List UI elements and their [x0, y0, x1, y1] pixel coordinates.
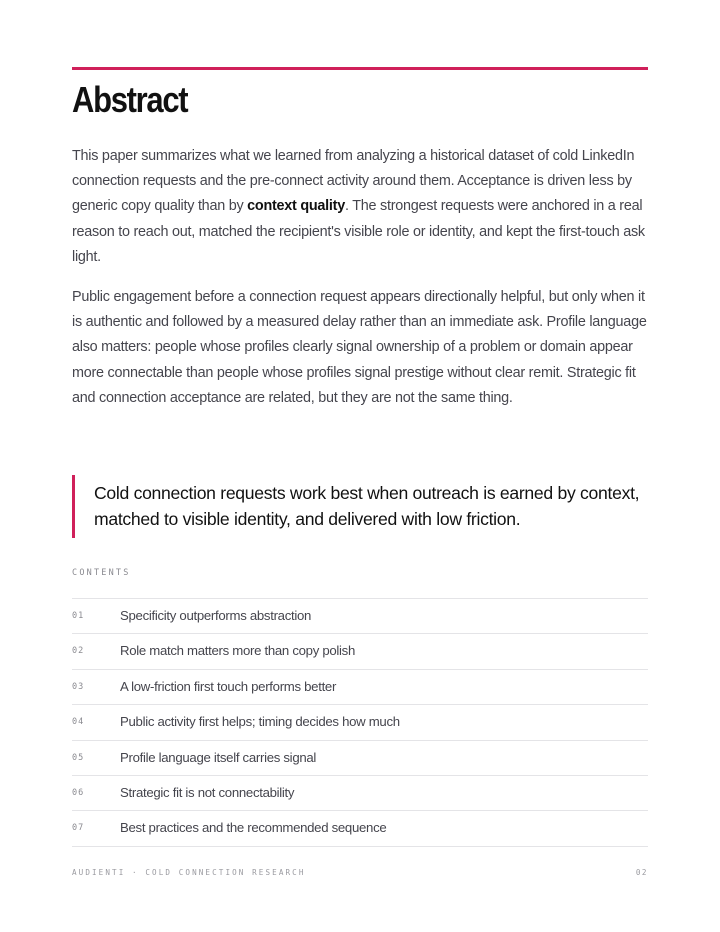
toc-item-title: Profile language itself carries signal [120, 749, 317, 765]
toc-item[interactable] [72, 705, 648, 740]
paragraph-1-text-start: This paper summarizes what we learned from analyzing a historical dataset of cold LinkedIn connection requests and the pre-connect activity around them. Acceptance is driven less by generic copy quality than by [72, 148, 635, 215]
toc-item-title: Strategic fit is not connectability [120, 784, 295, 800]
footer-running-title: AUDIENTI · COLD CONNECTION RESEARCH [72, 868, 306, 877]
document-page [72, 0, 648, 932]
toc-item[interactable] [72, 811, 648, 846]
toc-item-title: A low-friction first touch performs better [120, 678, 337, 694]
emphasis-context-quality: context quality [247, 198, 345, 215]
toc-item-title: Specificity outperforms abstraction [120, 608, 312, 623]
toc-item[interactable] [72, 634, 648, 669]
toc-item[interactable] [72, 670, 648, 705]
pull-quote-text: Cold connection requests work best when outreach is earned by context, matched to visible identity, and delivered with low friction. [94, 483, 640, 529]
paragraph-1-text-end: . The strongest requests were anchored in a real reason to reach out, matched the recipient's visible role or identity, and kept the first-touch ask light. [72, 198, 645, 265]
toc-item-number: 04 [72, 717, 85, 728]
abstract-paragraph-2: Public engagement before a connection request appears directionally helpful, but only when it is authentic and followed by a measured delay rather than an immediate ask. Profile language also matters: people whose profiles clearly signal ownership of a problem or domain appear more connectable than people whose profiles signal prestige without clear remit. Strategic fit and connection acceptance are related, but they are not the same thing. [72, 289, 647, 406]
pull-quote [72, 475, 651, 538]
abstract-body [72, 144, 648, 426]
footer-page-number: 02 [635, 868, 648, 877]
toc-item[interactable] [72, 776, 648, 811]
table-of-contents [72, 598, 648, 847]
toc-item[interactable] [72, 599, 648, 634]
toc-item-title: Best practices and the recommended sequence [120, 820, 387, 836]
toc-item-number: 05 [72, 752, 85, 763]
toc-item[interactable] [72, 741, 648, 776]
toc-item-number: 01 [72, 611, 85, 621]
contents-label: CONTENTS [72, 568, 131, 578]
abstract-paragraph-1 [72, 144, 648, 270]
section-heading: Abstract [72, 79, 188, 120]
toc-item-number: 03 [72, 681, 85, 692]
top-accent-rule [72, 67, 648, 70]
toc-item-title: Public activity first helps; timing decides how much [120, 714, 400, 730]
toc-item-number: 02 [72, 646, 85, 657]
toc-item-title: Role match matters more than copy polish [120, 643, 356, 659]
toc-item-number: 06 [72, 787, 85, 798]
toc-item-number: 07 [72, 823, 85, 834]
